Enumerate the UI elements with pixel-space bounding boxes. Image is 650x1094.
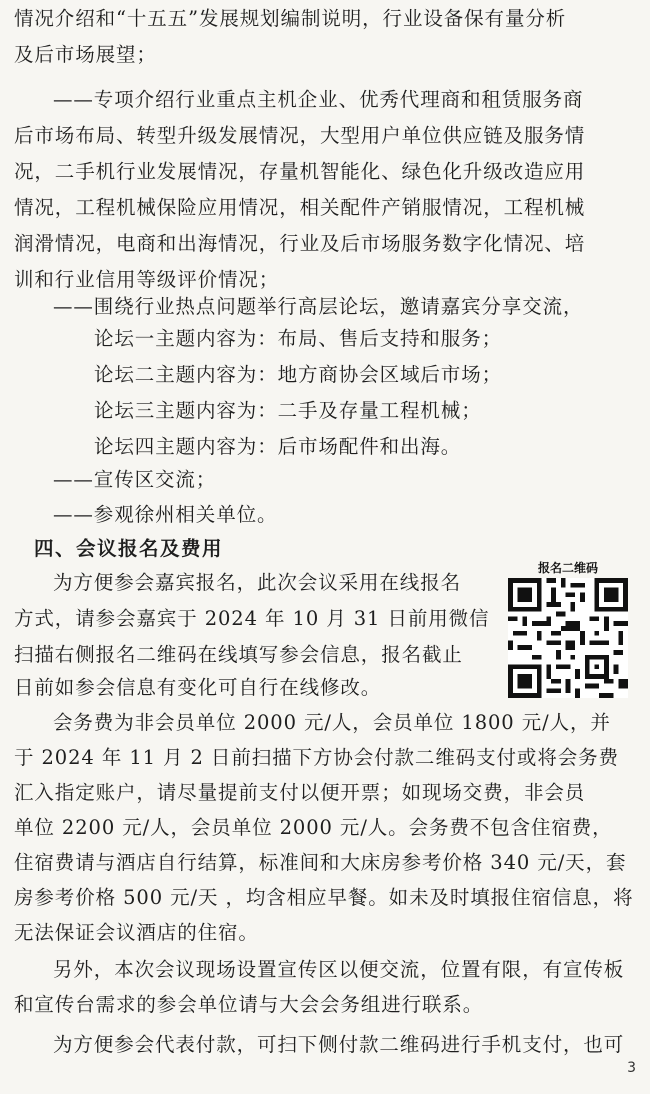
list-item: ——宣传区交流； [53,468,217,491]
body-line: 住宿费请与酒店自行结算，标准间和大床房参考价格 340 元/天，套 [14,851,627,874]
body-line: 于 2024 年 11 月 2 日前扫描下方协会付款二维码支付或将会务费 [14,746,619,769]
section-heading: 四、会议报名及费用 [34,537,224,560]
forum-item: 论坛三主题内容为：二手及存量工程机械； [94,399,482,422]
body-line: 润滑情况，电商和出海情况，行业及后市场服务数字化情况、培 [14,232,586,255]
registration-qr-code[interactable] [508,578,628,698]
body-line: 无法保证会议酒店的住宿。 [14,921,259,944]
body-line: 房参考价格 500 元/天 ，均含相应早餐。如未及时填报住宿信息，将 [14,886,634,909]
forum-item: 论坛四主题内容为：后市场配件和出海。 [94,435,462,458]
body-line: 情况介绍和“十五五”发展规划编制说明，行业设备保有量分析 [14,7,567,30]
body-line: 为方便参会嘉宾报名，此次会议采用在线报名 [53,571,462,594]
body-line: 训和行业信用等级评价情况； [14,268,280,291]
body-line: 为方便参会代表付款，可扫下侧付款二维码进行手机支付，也可 [53,1033,625,1056]
body-line: 及后市场展望； [14,43,157,66]
body-line: 汇入指定账户，请尽量提前支付以便开票；如现场交费，非会员 [14,781,586,804]
body-line: 情况，工程机械保险应用情况，相关配件产销服情况，工程机械 [14,196,586,219]
body-line: 况，二手机行业发展情况，存量机智能化、绿色化升级改造应用 [14,160,586,183]
registration-qr-block [506,560,630,698]
list-item: ——围绕行业热点问题举行高层论坛，邀请嘉宾分享交流， [53,295,584,318]
forum-item: 论坛一主题内容为：布局、售后支持和服务； [94,327,503,350]
body-line: 另外，本次会议现场设置宣传区以便交流，位置有限，有宣传板 [53,958,625,981]
body-line: 单位 2200 元/人，会员单位 2000 元/人。会务费不包含住宿费， [14,816,613,839]
body-line: 日前如参会信息有变化可自行在线修改。 [14,676,382,699]
page-number: 3 [627,1060,636,1076]
body-line: 方式，请参会嘉宾于 2024 年 10 月 31 日前用微信 [14,607,490,630]
list-item: ——参观徐州相关单位。 [53,503,278,526]
body-line: 扫描右侧报名二维码在线填写参会信息，报名截止 [14,643,463,666]
forum-item: 论坛二主题内容为：地方商协会区域后市场； [94,363,503,386]
body-line: 会务费为非会员单位 2000 元/人，会员单位 1800 元/人，并 [53,711,611,734]
body-line: 后市场布局、转型升级发展情况，大型用户单位供应链及服务情 [14,124,586,147]
qr-label: 报名二维码 [537,561,598,575]
list-item: ——专项介绍行业重点主机企业、优秀代理商和租赁服务商 [53,88,584,111]
body-line: 和宣传台需求的参会单位请与大会会务组进行联系。 [14,993,484,1016]
